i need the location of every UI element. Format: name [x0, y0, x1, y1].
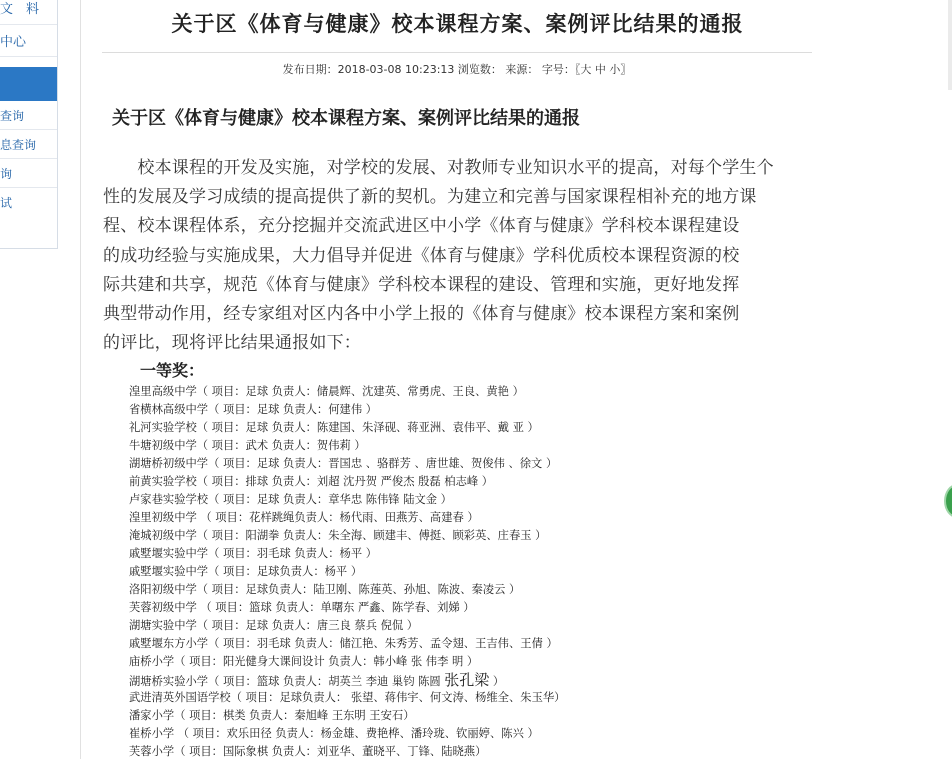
content-left-border [80, 0, 81, 759]
publish-date: 2018-03-08 10:23:13 [337, 63, 455, 76]
sidebar-divider [0, 129, 57, 130]
title-divider [102, 52, 812, 53]
body-line: 性的发展及学习成绩的提高提供了新的契机。为建立和完善与国家课程相补充的地方课 [103, 187, 757, 208]
left-sidebar [0, 0, 58, 249]
views-label: 浏览数： [457, 63, 502, 76]
award-row: 潘家小学（ 项目：棋类 负责人：秦旭峰 王东明 王安石） [129, 709, 415, 722]
sidebar-item-exam[interactable]: 试 [0, 196, 13, 210]
page-title: 关于区《体育与健康》校本课程方案、案例评比结果的通报 [171, 12, 744, 36]
award-row: 省横林高级中学（ 项目：足球 负责人：何建伟 ） [129, 403, 378, 416]
award-row: 崔桥小学 （ 项目：欢乐田径 负责人：杨金雄、费艳桦、潘玲珑、钦丽婷、陈兴 ） [129, 727, 539, 740]
body-line: 际共建和共享，规范《体育与健康》学科校本课程的建设、管理和实施，更好地发挥 [103, 274, 740, 295]
sidebar-item-center[interactable]: 中心 [0, 35, 27, 50]
body-line: 的评比，现将评比结果通报如下： [103, 333, 361, 354]
source-label: 来源： [505, 63, 539, 76]
font-size-switch[interactable]: 〖大 中 小〗 [574, 63, 632, 76]
sidebar-item-inquiry[interactable]: 询 [0, 167, 13, 181]
body-line: 程、校本课程体系，充分挖掘并交流武进区中小学《体育与健康》学科校本课程建设 [103, 216, 740, 237]
body-line: 校本课程的开发及实施，对学校的发展、对教师专业知识水平的提高，对每个学生个 [103, 158, 774, 178]
award-row-text: 湖塘桥实验小学（ 项目：篮球 负责人：胡英兰 李迪 巢钧 陈圆 [129, 675, 445, 688]
award-row: 武进清英外国语学校（ 项目：足球负责人： 张望、蒋伟宇、何文涛、杨维全、朱玉华） [129, 691, 566, 704]
page-scrollbar[interactable] [948, 0, 952, 90]
font-size-label: 字号： [541, 63, 575, 76]
sidebar-item-query[interactable]: 查询 [0, 109, 25, 123]
award-row: 戚墅堰实验中学（ 项目：足球负责人：杨平 ） [129, 565, 363, 578]
sidebar-divider [0, 56, 57, 57]
sidebar-divider [0, 187, 57, 188]
award-row: 芙蓉小学（ 项目：国际象棋 负责人：刘亚华、董晓平、丁锋、陆晓燕） [129, 745, 487, 758]
body-line: 的成功经验与实施成果，大力倡导并促进《体育与健康》学科优质校本课程资源的校 [103, 245, 740, 266]
award-row: 前黄实验学校（ 项目：排球 负责人：刘超 沈丹贺 严俊杰 殷磊 柏志峰 ） [129, 475, 494, 488]
floating-widget-icon[interactable] [944, 484, 952, 518]
award-row: 芙蓉初级中学 （ 项目：篮球 负责人：单曙东 严鑫、陈学春、刘娣 ） [129, 601, 475, 614]
award-row: 湖塘实验中学（ 项目：足球 负责人：唐三良 蔡兵 倪侃 ） [129, 619, 419, 632]
body-line: 典型带动作用，经专家组对区内各中小学上报的《体育与健康》校本课程方案和案例 [103, 304, 740, 325]
award-row: 庙桥小学（ 项目：阳光健身大课间设计 负责人：韩小峰 张 伟李 明 ） [129, 655, 479, 668]
award-row: 礼河实验学校（ 项目：足球 负责人：陈建国、朱泽砚、蒋亚洲、袁伟平、戴 亚 ） [129, 421, 539, 434]
award-list [129, 383, 565, 761]
sidebar-item-files[interactable]: 文 料 [0, 2, 40, 17]
date-label: 发布日期： [282, 63, 338, 76]
sidebar-divider [0, 158, 57, 159]
award-row: 湖塘桥初级中学（ 项目：足球 负责人：晋国忠 、骆群芳 、唐世雄、贺俊伟 、徐文 ） [129, 457, 558, 470]
award-row: 戚墅堰东方小学（ 项目：羽毛球 负责人：储江艳、朱秀芳、孟令翅、王吉伟、王倩 ） [129, 637, 558, 650]
article-meta [102, 61, 812, 77]
award-row: 洛阳初级中学（ 项目：足球负责人：陆卫刚、陈莲英、孙旭、陈波、秦凌云 ） [129, 583, 521, 596]
award-row: 戚墅堰实验中学（ 项目：羽毛球 负责人：杨平 ） [129, 547, 378, 560]
award-row-large-name: 张孔梁 [444, 671, 490, 689]
award-row-tail: ） [489, 675, 505, 688]
award-row [129, 671, 565, 689]
award-heading: 一等奖： [140, 361, 205, 380]
award-row: 淹城初级中学（ 项目：阳湖拳 负责人：朱全海、顾建丰、傅挺、顾彩英、庄春玉 ） [129, 529, 547, 542]
award-row: 湟里高级中学（ 项目：足球 负责人：储晨辉、沈建英、常勇虎、王良、黄艳 ） [129, 385, 524, 398]
sidebar-item-active[interactable] [0, 67, 57, 101]
sidebar-item-info-query[interactable]: 息查询 [0, 138, 37, 152]
sidebar-divider [0, 24, 57, 25]
award-row: 牛塘初级中学（ 项目：武术 负责人：贺伟莉 ） [129, 439, 366, 452]
award-row: 湟里初级中学 （ 项目：花样跳绳负责人：杨代雨、田燕芳、高建春 ） [129, 511, 479, 524]
article-subtitle: 关于区《体育与健康》校本课程方案、案例评比结果的通报 [112, 108, 580, 129]
article-body [103, 154, 815, 358]
award-row: 卢家巷实验学校（ 项目：足球 负责人：章华忠 陈伟锋 陆文金 ） [129, 493, 452, 506]
